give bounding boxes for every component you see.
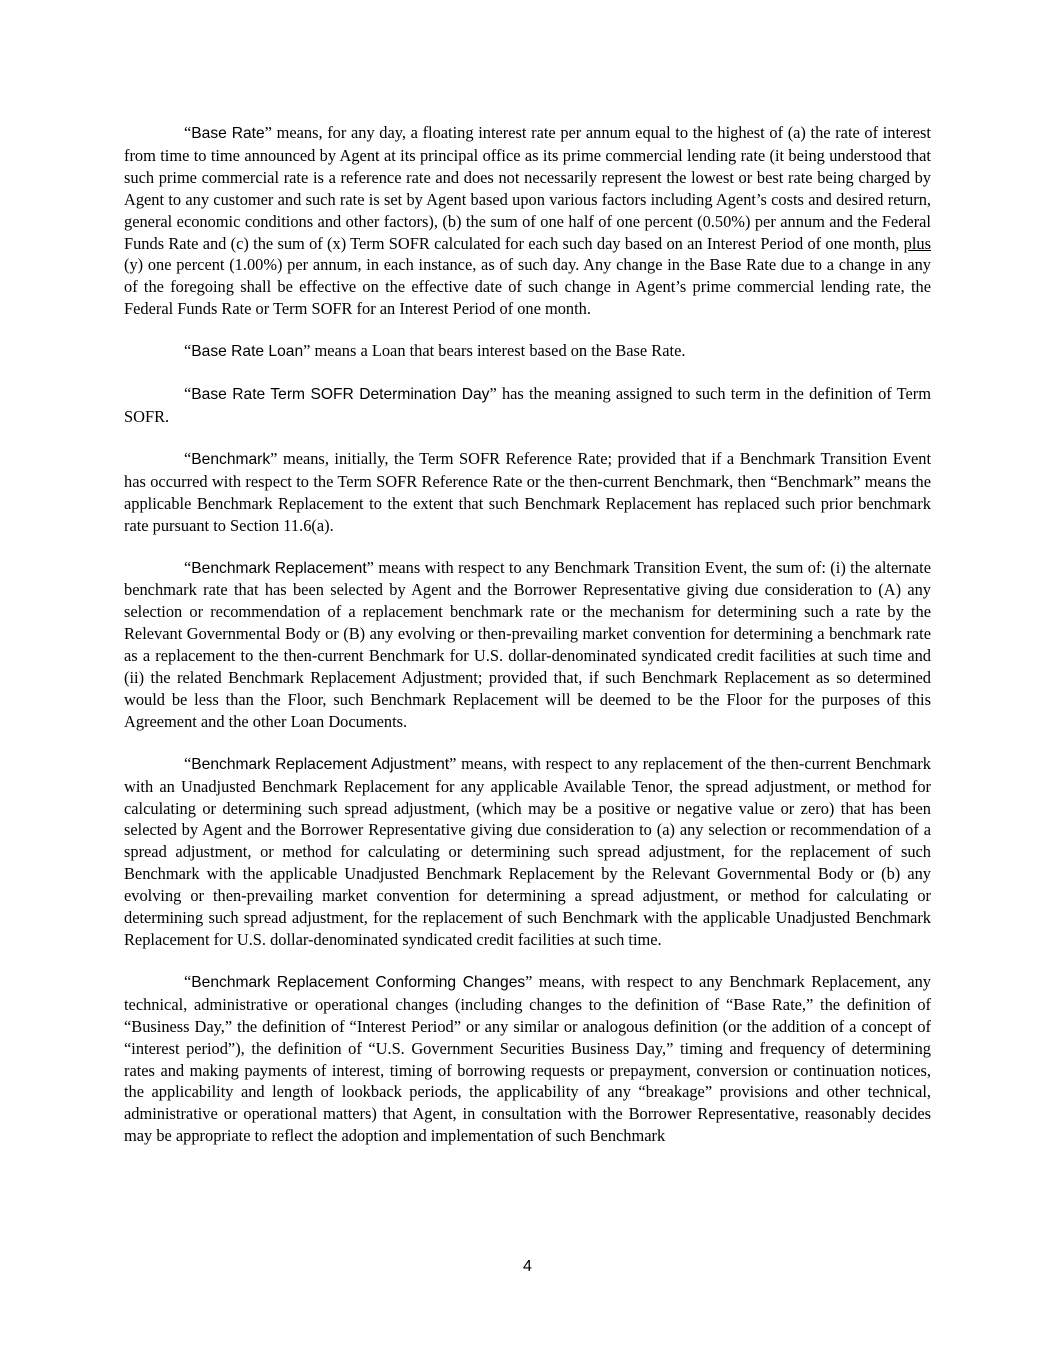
definition-benchmark-replacement-conforming-changes: “Benchmark Replacement Conforming Changes” means, with respect to any Benchmark Replacement, any technical, administrative or operational changes (including changes to the definition of “Base Rate,” the definition of “Business Day,” the definition of “Interest Period” or any similar or analogous definition (or the addition of a concept of “interest period”), the definition of “U.S. Government Securities Business Day,” timing and frequency of determining rates and making payments of interest, timing of borrowing requests or prepayment, conversion or continuation notices, the applicability and length of lookback periods, the applicability of any “breakage” provisions and other technical, administrative or operational matters) that Agent, in consultation with the Borrower Representative, reasonably decides may be appropriate to reflect the adoption and implementation of such Benchmark: [124, 971, 931, 1146]
underlined-word: plus: [903, 233, 931, 253]
definition-text-continued: (y) one percent (1.00%) per annum, in each instance, as of such day. Any change in the Base Rate due to a change in any of the foregoing shall be effective on the effective date of such change in Agent’s prime commercial lending rate, the Federal Funds Rate or Term SOFR for an Interest Period of one month.: [124, 255, 931, 319]
definition-benchmark-replacement-adjustment: “Benchmark Replacement Adjustment” means, with respect to any replacement of the then-current Benchmark with an Unadjusted Benchmark Replacement for any applicable Available Tenor, the spread adjustment, or method for calculating or determining such spread adjustment, (which may be a positive or negative value or zero) that has been selected by Agent and the Borrower Representative giving due consideration to (a) any selection or recommendation of a spread adjustment, or method for calculating or determining such spread adjustment, for the replacement of such Benchmark with the applicable Unadjusted Benchmark Replacement by the Relevant Governmental Body or (b) any evolving or then-prevailing market convention for determining a spread adjustment, or method for calculating or determining such spread adjustment, for the replacement of such Benchmark with the applicable Unadjusted Benchmark Replacement for U.S. dollar-denominated syndicated credit facilities at such time.: [124, 753, 932, 949]
definition-text: means a Loan that bears interest based on the Base Rate.: [310, 341, 686, 361]
document-page: [124, 122, 931, 1167]
definition-text: means with respect to any Benchmark Transition Event, the sum of: (i) the alternate benchmark rate that has been selected by Agent and the Borrower Representative giving due consideration to (A) any selection or recommendation of a replacement benchmark rate or the mechanism for determining such a rate by the Relevant Governmental Body or (B) any evolving or then-prevailing market convention for determining a benchmark rate as a replacement to the then-current Benchmark for U.S. dollar-denominated syndicated credit facilities at such time and (ii) the related Benchmark Replacement Adjustment; provided that, if such Benchmark Replacement as so determined would be less than the Floor, such Benchmark Replacement will be deemed to be the Floor for the purposes of this Agreement and the other Loan Documents.: [124, 557, 931, 731]
defined-term: Benchmark Replacement: [191, 559, 367, 577]
defined-term: Base Rate: [191, 125, 265, 142]
definition-text: means, with respect to any replacement of the then-current Benchmark with an Unadjusted Benchmark Replacement for any applicable Available Tenor, the spread adjustment, or method for calculating or determining such spread adjustment, (which may be a positive or negative value or zero) that has been selected by Agent and the Borrower Representative giving due consideration to (a) any selection or recommendation of a spread adjustment, or method for calculating or determining such spread adjustment, for the replacement of such Benchmark with the applicable Unadjusted Benchmark Replacement by the Relevant Governmental Body or (b) any evolving or then-prevailing market convention for determining a spread adjustment, or method for calculating or determining such spread adjustment, for the replacement of such Benchmark with the applicable Unadjusted Benchmark Replacement for U.S. dollar-denominated syndicated credit facilities at such time.: [124, 753, 932, 949]
definition-base-rate-term-sofr-determination-day: “Base Rate Term SOFR Determination Day” has the meaning assigned to such term in the definition of Term SOFR.: [124, 384, 931, 426]
definition-text: has the meaning assigned to such term in the definition of Term SOFR.: [124, 384, 931, 426]
definition-benchmark-replacement: “Benchmark Replacement” means with respect to any Benchmark Transition Event, the sum of: (i) the alternate benchmark rate that has been selected by Agent and the Borrower Representative giving due consideration to (A) any selection or recommendation of a replacement benchmark rate or the mechanism for determining such a rate by the Relevant Governmental Body or (B) any evolving or then-prevailing market convention for determining a benchmark rate as a replacement to the then-current Benchmark for U.S. dollar-denominated syndicated credit facilities at such time and (ii) the related Benchmark Replacement Adjustment; provided that, if such Benchmark Replacement as so determined would be less than the Floor, such Benchmark Replacement will be deemed to be the Floor for the purposes of this Agreement and the other Loan Documents.: [124, 557, 931, 731]
definition-text: means, for any day, a floating interest rate per annum equal to the highest of (a) the rate of interest from time to time announced by Agent at its principal office as its prime commercial lending rate (it being understood that such prime commercial rate is a reference rate and does not necessarily represent the lowest or best rate being charged by Agent to any customer and such rate is set by Agent based upon various factors including Agent’s costs and desired return, general economic conditions and other factors), (b) the sum of one half of one percent (0.50%) per annum and the Federal Funds Rate and (c) the sum of (x) Term SOFR calculated for each such day based on an Interest Period of one month,: [124, 123, 931, 253]
definition-base-rate: “Base Rate” means, for any day, a floating interest rate per annum equal to the highest of (a) the rate of interest from time to time announced by Agent at its principal office as its prime commercial lending rate (it being understood that such prime commercial rate is a reference rate and does not necessarily represent the lowest or best rate being charged by Agent to any customer and such rate is set by Agent based upon various factors including Agent’s costs and desired return, general economic conditions and other factors), (b) the sum of one half of one percent (0.50%) per annum and the Federal Funds Rate and (c) the sum of (x) Term SOFR calculated for each such day based on an Interest Period of one month, plus (y) one percent (1.00%) per annum, in each instance, as of such day. Any change in the Base Rate due to a change in any of the foregoing shall be effective on the effective date of such change in Agent’s prime commercial lending rate, the Federal Funds Rate or Term SOFR for an Interest Period of one month.: [124, 123, 931, 319]
defined-term: Base Rate Term SOFR Determination Day: [191, 386, 490, 404]
definition-benchmark: “Benchmark” means, initially, the Term SOFR Reference Rate; provided that if a Benchmark Transition Event has occurred with respect to the Term SOFR Reference Rate or the then-current Benchmark, then “Benchmark” means the applicable Benchmark Replacement to the extent that such Benchmark Replacement has replaced such prior benchmark rate pursuant to Section 11.6(a).: [124, 448, 931, 535]
definition-text: means, initially, the Term SOFR Reference Rate; provided that if a Benchmark Transition Event has occurred with respect to the Term SOFR Reference Rate or the then-current Benchmark, then “Benchmark” means the applicable Benchmark Replacement to the extent that such Benchmark Replacement has replaced such prior benchmark rate pursuant to Section 11.6(a).: [124, 448, 931, 535]
defined-term: Base Rate Loan: [191, 343, 304, 361]
definition-base-rate-loan: “Base Rate Loan” means a Loan that bears interest based on the Base Rate.: [184, 341, 686, 361]
definition-text: means, with respect to any Benchmark Replacement, any technical, administrative or operational changes (including changes to the definition of “Base Rate,” the definition of “Business Day,” the definition of “Interest Period” or any similar or analogous definition (or the addition of a concept of “interest period”), the definition of “U.S. Government Securities Business Day,” timing and frequency of determining rates and making payments of interest, timing of borrowing requests or prepayment, conversion or continuation notices, the applicability and length of lookback periods, the applicability of any “breakage” provisions and other technical, administrative or operational matters) that Agent, in consultation with the Borrower Representative, reasonably decides may be appropriate to reflect the adoption and implementation of such Benchmark: [124, 971, 931, 1146]
defined-term: Benchmark Replacement Adjustment: [191, 755, 450, 773]
page-number: 4: [523, 1258, 532, 1275]
defined-term: Benchmark: [191, 450, 271, 468]
defined-term: Benchmark Replacement Conforming Changes: [191, 973, 526, 991]
